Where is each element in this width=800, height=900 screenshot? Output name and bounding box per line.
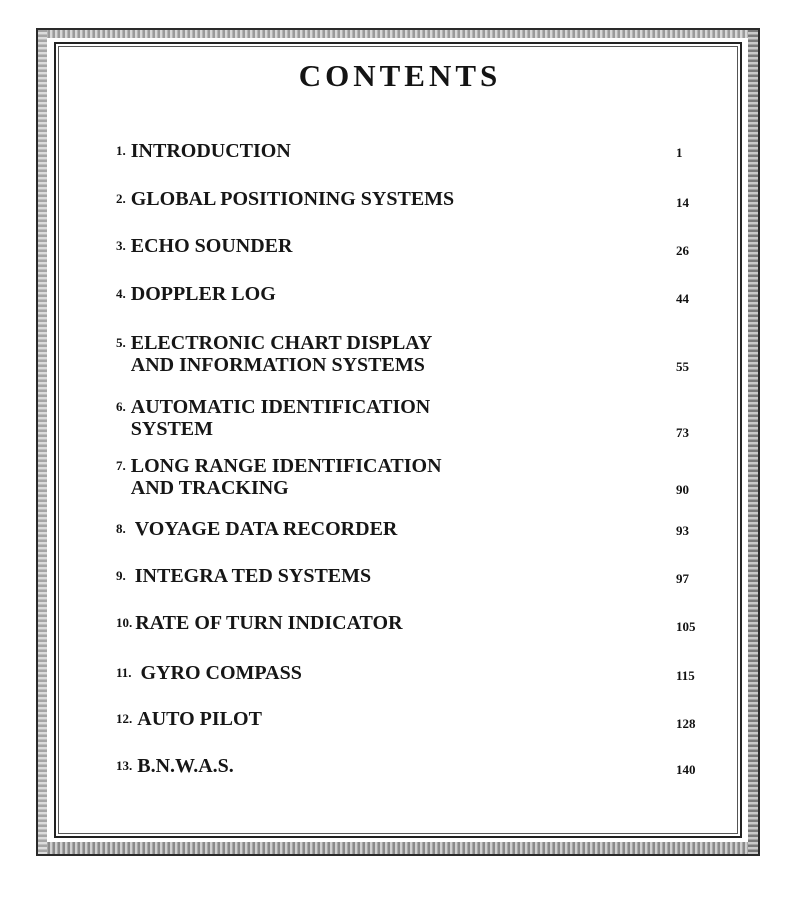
border-shading-left bbox=[38, 30, 47, 854]
toc-number: 13. bbox=[116, 758, 133, 773]
toc-entry-8[interactable] bbox=[116, 518, 706, 540]
toc-number: 2. bbox=[116, 191, 126, 206]
toc-number: 7. bbox=[116, 458, 126, 473]
toc-label: GYRO COMPASS bbox=[140, 662, 302, 684]
toc-label: LONG RANGE IDENTIFICATION AND TRACKING bbox=[130, 455, 442, 499]
toc-label: GLOBAL POSITIONING SYSTEMS bbox=[130, 188, 455, 210]
toc-label: AUTOMATIC IDENTIFICATION SYSTEM bbox=[130, 396, 431, 440]
toc-label: B.N.W.A.S. bbox=[137, 755, 234, 777]
toc-page: 14 bbox=[676, 195, 689, 210]
toc-label: ECHO SOUNDER bbox=[130, 235, 293, 257]
toc-label: INTEGRA TED SYSTEMS bbox=[134, 565, 372, 587]
toc-page: 55 bbox=[676, 359, 689, 374]
border-shading-right bbox=[748, 30, 758, 854]
toc-number: 1. bbox=[116, 143, 126, 158]
toc-entry-2[interactable] bbox=[116, 188, 706, 210]
toc-page: 105 bbox=[676, 619, 696, 634]
toc-page: 93 bbox=[676, 523, 689, 538]
border-shading-bottom bbox=[38, 842, 758, 854]
toc-number: 11. bbox=[116, 665, 132, 680]
toc-entry-1[interactable] bbox=[116, 140, 706, 162]
toc-entry-10[interactable] bbox=[116, 612, 706, 634]
toc-number: 6. bbox=[116, 399, 126, 414]
toc-page: 90 bbox=[676, 482, 689, 497]
border-shading-top bbox=[38, 30, 758, 38]
toc-entry-4[interactable] bbox=[116, 283, 706, 305]
toc-entry-7[interactable] bbox=[116, 455, 706, 499]
toc-entry-9[interactable] bbox=[116, 565, 706, 587]
toc-label: DOPPLER LOG bbox=[130, 283, 276, 305]
toc-label: RATE OF TURN INDICATOR bbox=[135, 612, 403, 634]
toc-entry-6[interactable] bbox=[116, 396, 706, 440]
toc-number: 10. bbox=[116, 615, 133, 630]
toc-page: 115 bbox=[676, 668, 695, 683]
toc-page: 128 bbox=[676, 716, 696, 731]
toc-page: 73 bbox=[676, 425, 689, 440]
toc-number: 5. bbox=[116, 335, 126, 350]
toc-number: 9. bbox=[116, 568, 126, 583]
toc-entry-12[interactable] bbox=[116, 708, 706, 730]
toc-entry-11[interactable] bbox=[116, 662, 706, 684]
toc-page: 97 bbox=[676, 571, 689, 586]
toc-number: 8. bbox=[116, 521, 126, 536]
toc-entry-5[interactable] bbox=[116, 332, 706, 376]
toc-number: 4. bbox=[116, 286, 126, 301]
toc-number: 12. bbox=[116, 711, 133, 726]
toc-label: ELECTRONIC CHART DISPLAY AND INFORMATION SYSTEMS bbox=[130, 332, 433, 376]
toc-page: 140 bbox=[676, 762, 696, 777]
page-title: CONTENTS bbox=[298, 58, 502, 93]
toc-entry-3[interactable] bbox=[116, 235, 706, 257]
toc-label: AUTO PILOT bbox=[137, 708, 262, 730]
toc-page: 26 bbox=[676, 243, 689, 258]
toc-label: VOYAGE DATA RECORDER bbox=[134, 518, 398, 540]
toc-page: 1 bbox=[676, 145, 683, 160]
toc-label: INTRODUCTION bbox=[130, 140, 291, 162]
toc-number: 3. bbox=[116, 238, 126, 253]
toc-entry-13[interactable] bbox=[116, 755, 706, 777]
toc-page: 44 bbox=[676, 291, 689, 306]
